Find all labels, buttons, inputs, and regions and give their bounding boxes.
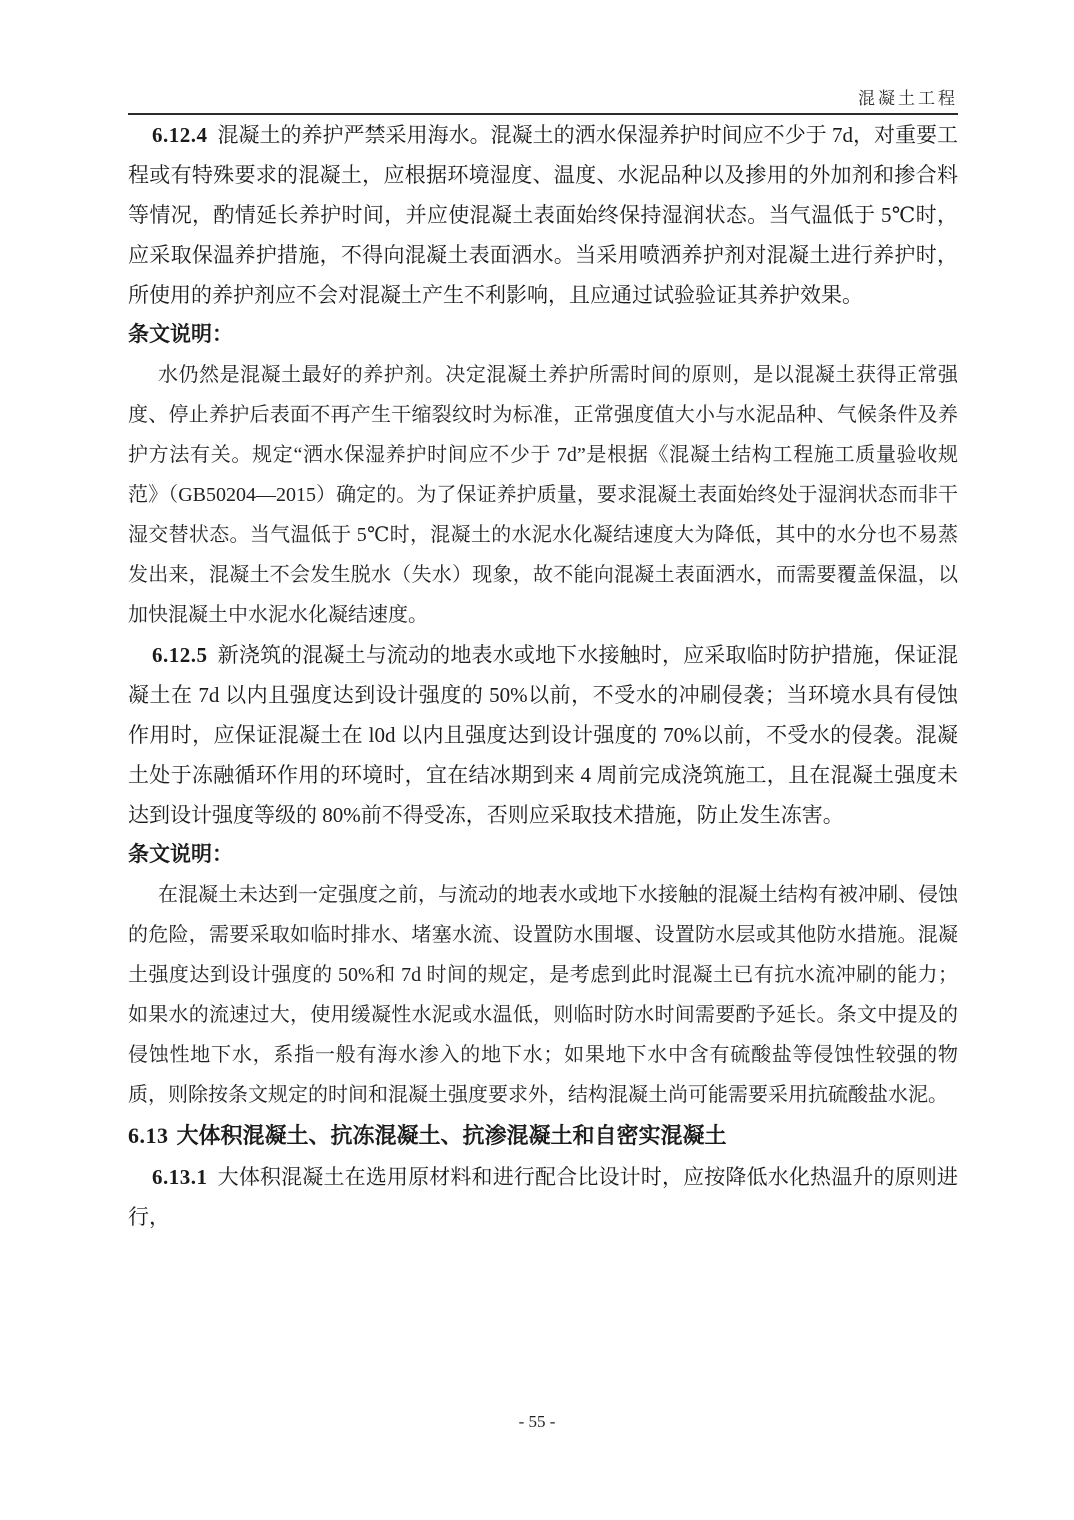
page-content xyxy=(128,0,958,1237)
page-footer xyxy=(0,1412,1074,1432)
explanation-label: 条文说明： xyxy=(128,323,233,346)
provision-text: 混凝土的养护严禁采用海水。混凝土的洒水保湿养护时间应不少于 7d，对重要工程或有特殊要求的混凝土，应根据环境湿度、温度、水泥品种以及掺用的外加剂和掺合料等情况，酌情延长养护时间，并应使混凝土表面始终保持湿润状态。当气温低于 5℃时，应采取保温养护措施，不得向混凝土表面洒水。当采用喷洒养护剂对混凝土进行养护时，所使用的养护剂应不会对混凝土产生不利影响，且应通过试验验证其养护效果。 xyxy=(128,123,958,307)
provision-number: 6.12.4 xyxy=(152,123,208,147)
explanation-text-1: 水仍然是混凝土最好的养护剂。决定混凝土养护所需时间的原则，是以混凝土获得正常强度、停止养护后表面不再产生干缩裂纹时为标准，正常强度值大小与水泥品种、气候条件及养护方法有关。规定“洒水保湿养护时间应不少于 7d”是根据《混凝土结构工程施工质量验收规范》（GB50204—2015）确定的。为了保证养护质量，要求混凝土表面始终处于湿润状态而非干湿交替状态。当气温低于 5℃时，混凝土的水泥水化凝结速度大为降低，其中的水分也不易蒸发出来，混凝土不会发生脱水（失水）现象，故不能向混凝土表面洒水，而需要覆盖保温，以加快混凝土中水泥水化凝结速度。 xyxy=(128,364,958,626)
provision-text: 新浇筑的混凝土与流动的地表水或地下水接触时，应采取临时防护措施，保证混凝土在 7d 以内且强度达到设计强度的 50%以前，不受水的冲刷侵袭；当环境水具有侵蚀作用时，应保证混凝土在 l0d 以内且强度达到设计强度的 70%以前，不受水的侵袭。混凝土处于冻融循环作用的环境时，宜在结冰期到来 4 周前完成浇筑施工，且在混凝土强度未达到设计强度等级的 80%前不得受冻，否则应采取技术措施，防止发生冻害。 xyxy=(128,643,958,827)
provision-number: 6.13.1 xyxy=(152,1165,208,1189)
provision-number: 6.12.5 xyxy=(152,643,208,667)
section-heading-6-13 xyxy=(128,1115,958,1157)
section-number: 6.13 xyxy=(128,1123,169,1148)
provision-6-13-1 xyxy=(128,1157,958,1237)
explanation-label: 条文说明： xyxy=(128,843,233,866)
explanation-text-2: 在混凝土未达到一定强度之前，与流动的地表水或地下水接触的混凝土结构有被冲刷、侵蚀的危险，需要采取如临时排水、堵塞水流、设置防水围堰、设置防水层或其他防水措施。混凝土强度达到设计强度的 50%和 7d 时间的规定，是考虑到此时混凝土已有抗水流冲刷的能力；如果水的流速过大，使用缓凝性水泥或水温低，则临时防水时间需要酌予延长。条文中提及的侵蚀性地下水，系指一般有海水渗入的地下水；如果地下水中含有硫酸盐等侵蚀性较强的物质，则除按条文规定的时间和混凝土强度要求外，结构混凝土尚可能需要采用抗硫酸盐水泥。 xyxy=(128,884,958,1106)
running-header-title: 混凝土工程 xyxy=(858,89,958,108)
provision-6-12-4 xyxy=(128,115,958,315)
page-number: - 55 - xyxy=(518,1412,556,1431)
section-title: 大体积混凝土、抗冻混凝土、抗渗混凝土和自密实混凝土 xyxy=(176,1123,727,1148)
page-header xyxy=(128,0,958,115)
provision-text: 大体积混凝土在选用原材料和进行配合比设计时，应按降低水化热温升的原则进行， xyxy=(128,1165,958,1229)
provision-6-12-5 xyxy=(128,635,958,835)
